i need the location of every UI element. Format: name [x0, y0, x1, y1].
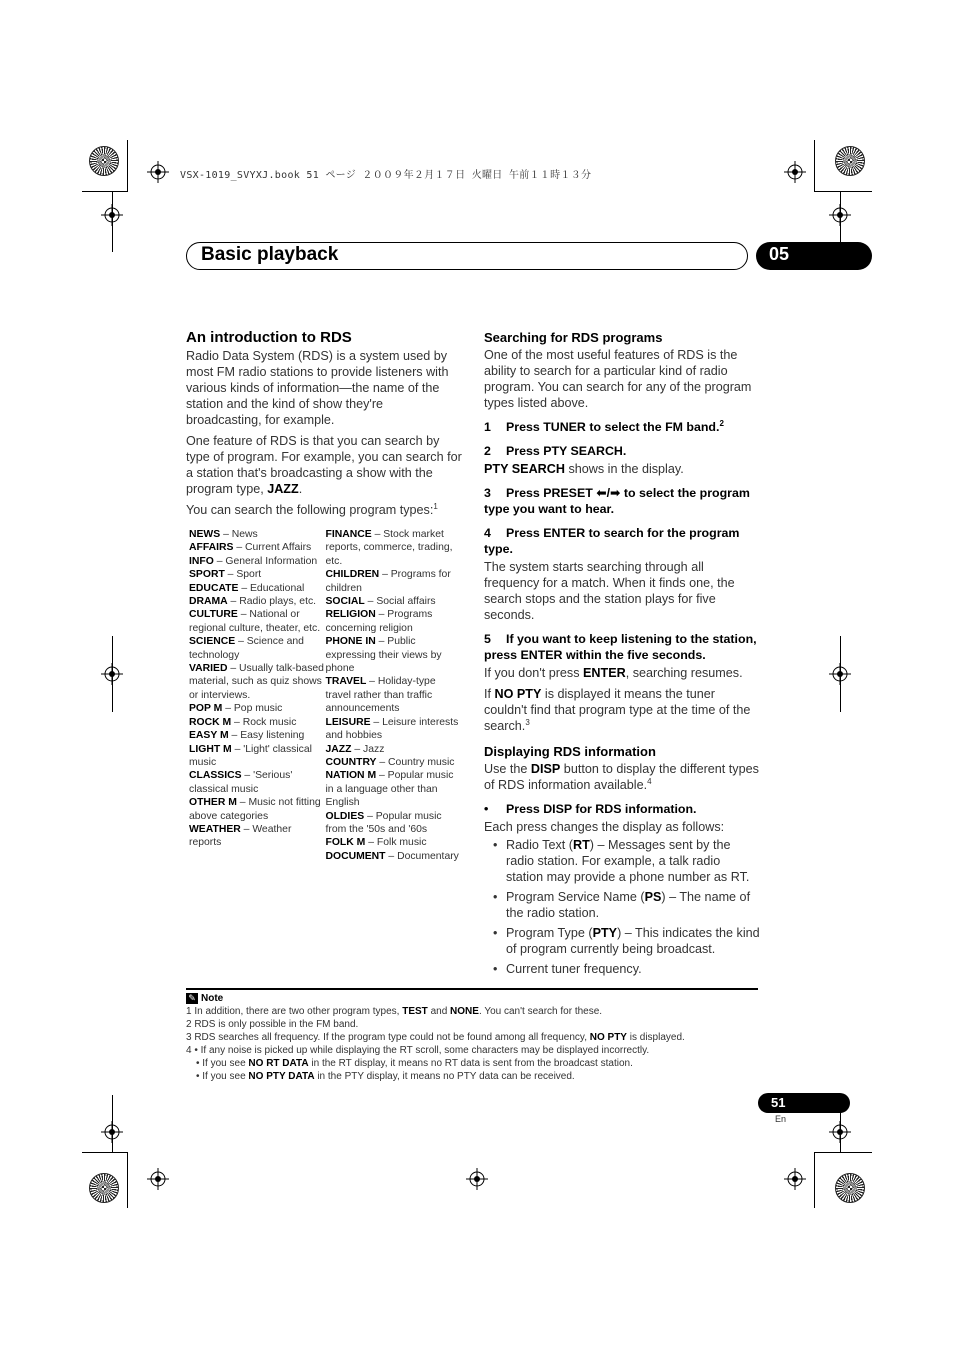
program-type-item	[189, 541, 326, 554]
program-type-code: POP M	[189, 703, 223, 715]
program-type-item	[326, 836, 463, 849]
program-type-item	[189, 555, 326, 568]
step-4: 4 Press ENTER to search for the program type.	[484, 526, 740, 556]
program-type-column-1	[189, 528, 326, 863]
program-type-code: CLASSICS	[189, 770, 242, 782]
program-type-item	[189, 729, 326, 742]
program-type-description: – Leisure interests and hobbies	[325, 716, 459, 742]
program-type-description: – 'Serious' classical music	[189, 770, 293, 795]
registration-mark-icon	[101, 663, 123, 685]
program-type-item	[189, 635, 326, 662]
registration-mark-icon	[829, 663, 851, 685]
registration-mark-icon	[147, 161, 169, 183]
program-type-code: WEATHER	[189, 823, 241, 835]
program-type-item	[326, 675, 463, 715]
program-type-item	[326, 635, 463, 675]
program-type-description: – Programs concerning religion	[325, 609, 433, 634]
arrow-left-right-icon: ⬅/➡	[596, 486, 621, 500]
intro-paragraph: Radio Data System (RDS) is a system used by most FM radio stations to provide listeners with various kinds of information—the name of the station and the kind of show they're broadcasting, for example.	[186, 349, 449, 427]
program-type-code: LEISURE	[325, 716, 371, 728]
notes-divider	[186, 988, 758, 990]
program-type-description: – Folk music	[365, 837, 427, 849]
step-4-body: The system starts searching through all frequency for a match. When it finds one, the search stops and the station plays for five seconds.	[484, 560, 735, 622]
display-intro: Use the DISP button to display the different types of RDS information available.$^4$	[484, 762, 759, 792]
language-label: En	[775, 1114, 787, 1124]
footnote-4b: • If you see NO RT DATA in the RT display, it means no RT data is sent from the broadcast station.	[196, 1058, 633, 1069]
program-type-code: INFO	[189, 555, 214, 567]
footnote-3: 3 RDS searches all frequency. If the program type could not be found among all frequency, NO PTY is displayed.	[186, 1032, 685, 1043]
program-type-item	[189, 662, 326, 702]
program-type-description: – Easy listening	[228, 730, 305, 742]
program-type-description: – Popular music from the '50s and '60s	[325, 810, 442, 835]
program-type-description: – 'Light' classical music	[189, 743, 312, 768]
step-2-body: PTY SEARCH shows in the display.	[484, 462, 684, 476]
program-type-code: DRAMA	[189, 596, 228, 608]
print-header: VSX-1019_SVYXJ.book 51 ページ ２００９年２月１７日 火曜日 午前１１時１３分	[180, 170, 592, 181]
step-2: 2 Press PTY SEARCH.	[484, 444, 627, 458]
footnote-1: 1 In addition, there are two other program types, TEST and NONE. You can't search for these.	[186, 1006, 603, 1017]
program-type-description: – Programs for children	[325, 569, 451, 594]
program-type-code: VARIED	[189, 663, 228, 675]
program-type-item	[326, 568, 463, 595]
display-modes-list	[484, 837, 760, 977]
page-number: 51	[771, 1095, 786, 1110]
program-type-description: – Sport	[224, 569, 262, 581]
registration-mark-icon	[101, 1121, 123, 1143]
registration-mark-icon	[101, 204, 123, 226]
program-type-item	[189, 528, 326, 541]
program-type-description: – Rock music	[231, 716, 297, 728]
footnote-4c: • If you see NO PTY DATA in the PTY display, it means no PTY data can be received.	[196, 1071, 575, 1082]
color-target-icon	[835, 1173, 865, 1203]
program-type-code: CHILDREN	[325, 569, 380, 581]
types-intro: You can search the following program types:$^1$	[186, 501, 438, 517]
display-step: • Press DISP for RDS information.	[484, 802, 697, 816]
program-type-description: – National or regional culture, theater, etc.	[189, 609, 321, 634]
program-type-item	[189, 608, 326, 635]
program-type-item	[189, 823, 326, 850]
program-type-description: – News	[220, 529, 258, 540]
program-type-code: NATION M	[325, 770, 377, 782]
program-type-code: DOCUMENT	[325, 850, 386, 862]
note-heading: ✎ Note	[186, 992, 758, 1005]
program-type-description: – Documentary	[385, 850, 459, 862]
program-type-code: AFFAIRS	[189, 542, 234, 554]
program-type-column-2	[326, 528, 463, 863]
registration-mark-icon	[784, 1168, 806, 1190]
program-type-code: CULTURE	[189, 609, 238, 621]
step-5-body-1: If you don't press ENTER, searching resumes.	[484, 666, 743, 680]
program-type-item	[326, 608, 463, 635]
left-column	[186, 330, 462, 863]
program-type-item	[326, 528, 463, 568]
feature-paragraph: One feature of RDS is that you can search by type of program. For example, you can search for a station that's broadcasting a show with the program type, JAZZ.	[186, 434, 462, 496]
step-5: 5 If you want to keep listening to the station, press ENTER within the five seconds.	[484, 632, 757, 662]
program-type-item	[189, 702, 326, 715]
display-mode-item: • Program Service Name (PS) – The name of the radio station.	[506, 889, 760, 921]
display-mode-item: • Program Type (PTY) – This indicates the kind of program currently being broadcast.	[506, 925, 760, 957]
program-type-code: SCIENCE	[189, 636, 236, 648]
registration-mark-icon	[466, 1168, 488, 1190]
program-type-description: – Holiday-type travel rather than traffic announcements	[325, 676, 436, 715]
program-type-item	[189, 568, 326, 581]
program-type-description: – Public expressing their views by phone	[325, 636, 442, 675]
registration-mark-icon	[829, 204, 851, 226]
program-type-item	[326, 850, 463, 863]
program-type-description: – Pop music	[222, 703, 283, 715]
program-type-item	[326, 769, 463, 809]
program-type-description: – Stock market reports, commerce, trading, etc.	[325, 529, 453, 567]
program-type-code: FINANCE	[325, 529, 372, 540]
program-type-description: – Science and technology	[189, 636, 304, 661]
program-type-code: EDUCATE	[189, 582, 239, 594]
registration-mark-icon	[147, 1168, 169, 1190]
program-type-description: – Social affairs	[364, 596, 436, 608]
step-1: 1 Press TUNER to select the FM band.$^2$	[484, 418, 724, 434]
program-type-code: OLDIES	[325, 810, 365, 822]
program-type-code: EASY M	[189, 730, 229, 742]
registration-mark-icon	[784, 161, 806, 183]
section-title-bar	[186, 242, 748, 270]
program-type-item	[326, 595, 463, 608]
registration-mark-icon	[829, 1121, 851, 1143]
note-icon: ✎	[186, 993, 198, 1004]
program-type-description: – General Information	[213, 555, 318, 567]
program-type-list	[189, 528, 462, 863]
step-3: 3 Press PRESET ⬅/➡ to select the program type you want to hear.	[484, 486, 750, 516]
page-title: Basic playback	[201, 244, 339, 265]
step-5-body-2: If NO PTY is displayed it means the tuner couldn't find that program type at the time of the search.$^3$	[484, 687, 751, 733]
program-type-code: TRAVEL	[325, 676, 367, 688]
program-type-description: – Radio plays, etc.	[227, 596, 317, 608]
program-type-item	[326, 743, 463, 756]
section-heading-rds-intro: An introduction to RDS	[186, 329, 352, 346]
program-type-code: OTHER M	[189, 797, 237, 809]
program-type-code: COUNTRY	[325, 756, 377, 768]
program-type-item	[326, 756, 463, 769]
program-type-code: LIGHT M	[189, 743, 232, 755]
program-type-item	[189, 743, 326, 770]
program-type-code: ROCK M	[189, 716, 232, 728]
program-type-description: – Weather reports	[189, 823, 292, 849]
program-type-description: – Usually talk-based material, such as quiz shows or interviews.	[189, 663, 324, 701]
color-target-icon	[89, 146, 119, 176]
color-target-icon	[89, 1173, 119, 1203]
program-type-item	[189, 582, 326, 595]
program-type-code: PHONE IN	[325, 636, 376, 648]
program-type-code: NEWS	[189, 529, 221, 540]
chapter-number: 05	[769, 244, 790, 264]
program-type-code: SOCIAL	[325, 596, 365, 608]
program-type-item	[326, 810, 463, 837]
program-type-description: – Popular music in a language other than English	[325, 770, 454, 809]
search-intro: One of the most useful features of RDS is the ability to search for a particular kind of radio program. You can search for any of the program types listed above.	[484, 348, 752, 410]
page-number-badge	[758, 1093, 850, 1113]
program-type-description: – Country music	[376, 756, 455, 768]
display-mode-item: • Current tuner frequency.	[506, 961, 760, 977]
footnotes	[186, 988, 758, 1083]
program-type-item	[189, 796, 326, 823]
program-type-code: SPORT	[189, 569, 225, 581]
footnote-2: 2 RDS is only possible in the FM band.	[186, 1019, 359, 1030]
chapter-badge	[756, 242, 872, 270]
program-type-code: FOLK M	[325, 837, 366, 849]
section-heading-search: Searching for RDS programs	[484, 330, 663, 345]
program-type-item	[189, 716, 326, 729]
program-type-item	[189, 595, 326, 608]
color-target-icon	[835, 146, 865, 176]
program-type-code: RELIGION	[325, 609, 376, 621]
program-type-item	[326, 716, 463, 743]
section-heading-display: Displaying RDS information	[484, 744, 656, 759]
display-body: Each press changes the display as follows:	[484, 820, 725, 834]
footnote-4: 4 • If any noise is picked up while displaying the RT scroll, some characters may be displayed incorrectly.	[186, 1045, 650, 1056]
program-type-description: – Current Affairs	[233, 542, 312, 554]
program-type-code: JAZZ	[325, 743, 352, 755]
program-type-description: – Jazz	[351, 743, 385, 755]
right-column	[484, 330, 760, 981]
program-type-description: – Music not fitting above categories	[189, 797, 321, 822]
program-type-description: – Educational	[238, 582, 305, 594]
program-type-item	[189, 769, 326, 796]
display-mode-item: • Radio Text (RT) – Messages sent by the radio station. For example, a talk radio station may provide a phone number as RT.	[506, 837, 760, 885]
